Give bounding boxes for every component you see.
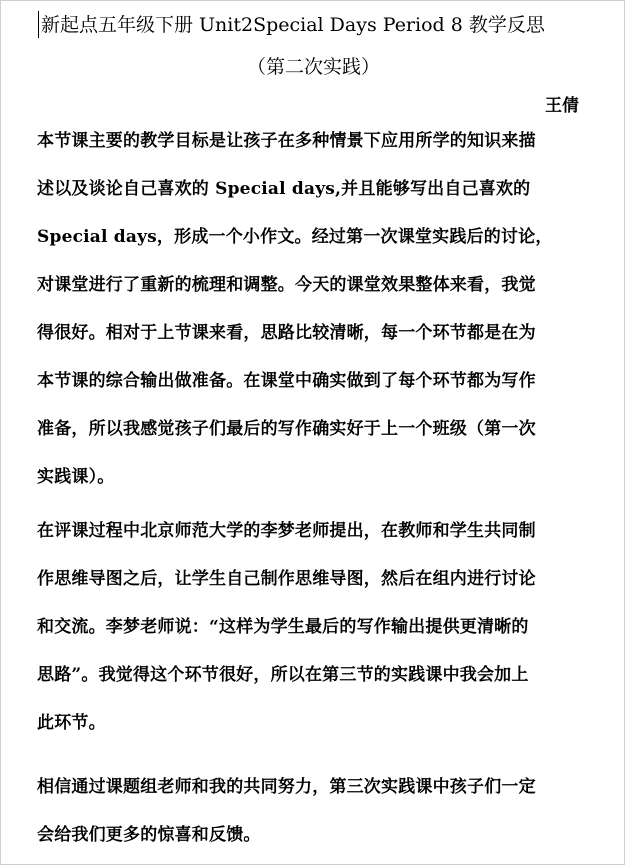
paragraph-line: 得很好。相对于上节课来看，思路比较清晰，每一个环节都是在为: [37, 323, 536, 343]
paragraph-line: 本节课主要的教学目标是让孩子在多种情景下应用所学的知识来描: [37, 131, 536, 151]
paragraph-line: 此环节。: [37, 713, 106, 733]
document-title: 新起点五年级下册 Unit2Special Days Period 8 教学反思: [41, 14, 545, 36]
paragraph-3: [37, 763, 592, 859]
paragraph-line: 本节课的综合输出做准备。在课堂中确实做到了每个环节都为写作: [37, 371, 536, 391]
document-subtitle: （第二次实践）: [246, 56, 380, 78]
paragraph-line: 作思维导图之后，让学生自己制作思维导图，然后在组内进行讨论: [37, 569, 536, 589]
paragraph-line: 思路”。我觉得这个环节很好，所以在第三节的实践课中我会加上: [37, 665, 529, 685]
paragraph-line: 述以及谈论自己喜欢的 Special days,并且能够写出自己喜欢的: [37, 179, 531, 199]
paragraph-line: 准备，所以我感觉孩子们最后的写作确实好于上一个班级（第一次: [37, 419, 536, 439]
paragraph-line: 相信通过课题组老师和我的共同努力，第三次实践课中孩子们一定: [37, 777, 536, 797]
paragraph-2: [37, 507, 592, 747]
paragraph-line: 在评课过程中北京师范大学的李梦老师提出，在教师和学生共同制: [37, 521, 536, 541]
paragraph-line: 对课堂进行了重新的梳理和调整。今天的课堂效果整体来看，我觉: [37, 275, 536, 295]
paragraph-line: 和交流。李梦老师说：“这样为学生最后的写作输出提供更清晰的: [37, 617, 529, 637]
paragraph-1: [37, 117, 592, 501]
paragraph-line: 会给我们更多的惊喜和反馈。: [37, 825, 261, 845]
paragraph-line: Special days，形成一个小作文。经过第一次课堂实践后的讨论，: [37, 227, 553, 247]
paragraph-line: 实践课）。: [37, 467, 115, 487]
text-cursor: [38, 11, 39, 38]
author-name: 王倩: [545, 96, 579, 116]
